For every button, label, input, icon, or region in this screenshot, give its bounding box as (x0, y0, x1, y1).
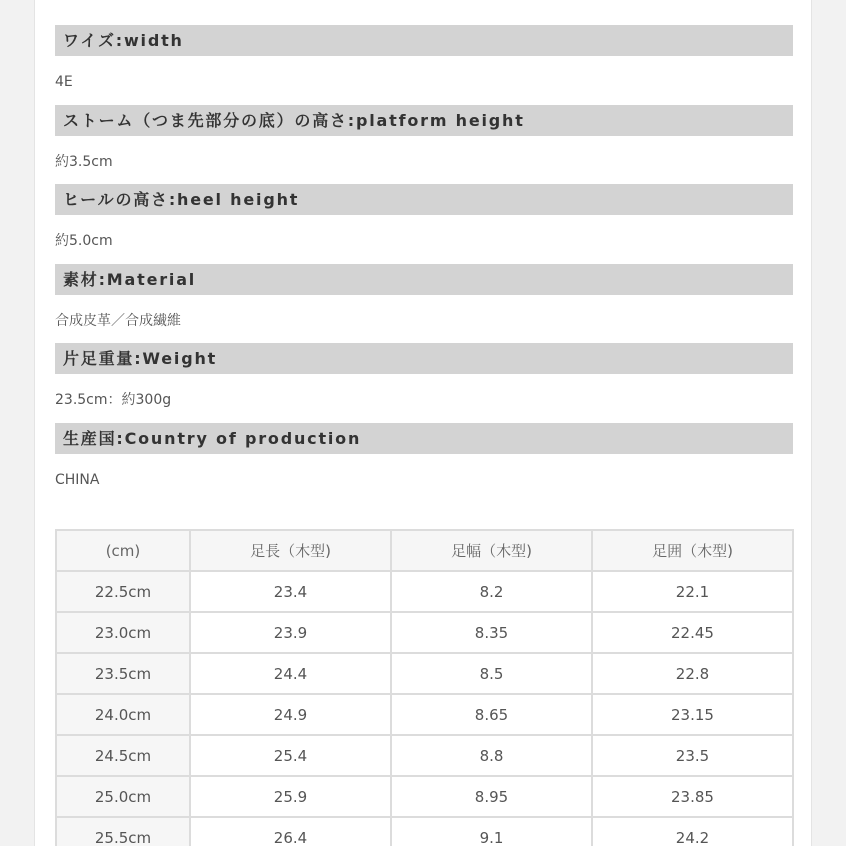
foot-width-cell: 8.65 (391, 694, 592, 735)
size-cell: 24.5cm (56, 735, 190, 776)
table-row (56, 694, 793, 735)
size-cell: 24.0cm (56, 694, 190, 735)
size-table (55, 529, 794, 846)
size-cell: 22.5cm (56, 571, 190, 612)
foot-girth-cell: 23.15 (592, 694, 793, 735)
spec-value: 合成皮革／合成繊維 (55, 313, 181, 329)
spec-material (55, 264, 793, 330)
spec-value: 4E (55, 74, 73, 90)
foot-width-cell: 9.1 (391, 817, 592, 846)
foot-length-cell: 23.9 (190, 612, 391, 653)
foot-length-cell: 24.4 (190, 653, 391, 694)
foot-length-cell: 24.9 (190, 694, 391, 735)
spec-heading: ワイズ:width (55, 25, 793, 56)
foot-width-cell: 8.8 (391, 735, 592, 776)
spec-heading: 片足重量:Weight (55, 343, 793, 374)
spec-heading: 素材:Material (55, 264, 793, 295)
spec-heading: 生産国:Country of production (55, 423, 793, 454)
size-table-header-row (56, 530, 793, 571)
foot-length-cell: 25.9 (190, 776, 391, 817)
table-row (56, 653, 793, 694)
spec-width (55, 25, 793, 91)
header-cell-foot-width: 足幅（木型) (391, 530, 592, 571)
foot-width-cell: 8.5 (391, 653, 592, 694)
spec-platform-height (55, 105, 793, 171)
spec-country (55, 423, 793, 489)
foot-girth-cell: 23.85 (592, 776, 793, 817)
spec-weight (55, 343, 793, 409)
foot-girth-cell: 22.45 (592, 612, 793, 653)
header-cell-size: (cm) (56, 530, 190, 571)
foot-width-cell: 8.95 (391, 776, 592, 817)
spec-value: 23.5cm：約300g (55, 392, 172, 408)
table-row (56, 735, 793, 776)
header-cell-foot-girth: 足囲（木型) (592, 530, 793, 571)
foot-width-cell: 8.2 (391, 571, 592, 612)
table-row (56, 776, 793, 817)
spec-value: 約3.5cm (55, 154, 113, 170)
spec-heading: ストーム（つま先部分の底）の高さ:platform height (55, 105, 793, 136)
header-cell-foot-length: 足長（木型) (190, 530, 391, 571)
spec-value: 約5.0cm (55, 233, 113, 249)
foot-girth-cell: 24.2 (592, 817, 793, 846)
spec-heel-height (55, 184, 793, 250)
foot-width-cell: 8.35 (391, 612, 592, 653)
foot-girth-cell: 23.5 (592, 735, 793, 776)
spec-value: CHINA (55, 472, 100, 488)
size-cell: 23.0cm (56, 612, 190, 653)
size-cell: 25.5cm (56, 817, 190, 846)
table-row (56, 612, 793, 653)
size-cell: 23.5cm (56, 653, 190, 694)
table-row (56, 571, 793, 612)
foot-girth-cell: 22.8 (592, 653, 793, 694)
spec-heading: ヒールの高さ:heel height (55, 184, 793, 215)
foot-length-cell: 26.4 (190, 817, 391, 846)
table-row (56, 817, 793, 846)
product-detail-page (34, 0, 812, 846)
foot-length-cell: 25.4 (190, 735, 391, 776)
foot-length-cell: 23.4 (190, 571, 391, 612)
foot-girth-cell: 22.1 (592, 571, 793, 612)
size-cell: 25.0cm (56, 776, 190, 817)
